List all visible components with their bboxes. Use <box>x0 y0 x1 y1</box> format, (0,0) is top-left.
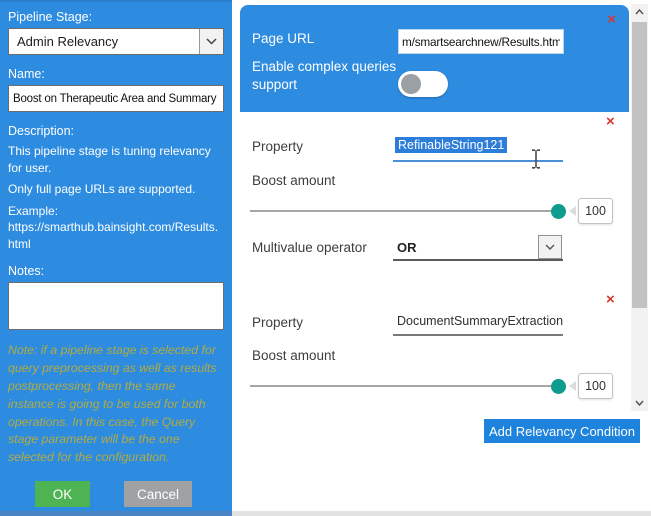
multivalue-operator-label: Multivalue operator <box>252 240 367 255</box>
window-edge-left <box>0 511 232 516</box>
notes-label: Notes: <box>8 264 45 279</box>
chevron-down-icon[interactable] <box>538 235 562 259</box>
relevancy-panel <box>232 0 651 511</box>
multivalue-operator-select[interactable]: OR <box>397 240 417 255</box>
description-label: Description: <box>8 124 74 138</box>
description-line: Example: https://smarthub.bainsight.com/Results.html <box>8 203 219 251</box>
description-line: This pipeline stage is tuning relevancy for user. <box>8 144 211 175</box>
note-text: Note: if a pipeline stage is selected for query preprocessing as well as results postprocessing, then the same instance is going to be used for both operations. In this case, the Query stage parameter will be the one selected for the configuration. <box>8 343 217 465</box>
sidebar <box>0 0 232 511</box>
boost-value-box[interactable]: 100 <box>578 373 613 399</box>
boost-slider-handle[interactable] <box>551 204 566 219</box>
property-label: Property <box>252 139 304 154</box>
scrollbar-thumb[interactable] <box>632 22 647 308</box>
notes-textarea[interactable] <box>8 282 224 330</box>
close-icon[interactable]: × <box>607 11 616 28</box>
property-input[interactable]: DocumentSummaryExtraction <box>397 314 564 328</box>
remove-condition-icon[interactable]: × <box>606 291 615 308</box>
boost-amount-label: Boost amount <box>252 173 336 188</box>
toggle-knob-icon <box>401 74 421 94</box>
remove-condition-icon[interactable]: × <box>606 113 615 130</box>
name-label: Name: <box>8 67 45 81</box>
cancel-button[interactable]: Cancel <box>124 481 192 507</box>
property-underline <box>393 334 563 336</box>
page-settings-card <box>240 5 629 112</box>
scroll-up-icon[interactable] <box>631 4 648 20</box>
pipeline-stage-label: Pipeline Stage: <box>8 10 93 24</box>
property-input[interactable]: RefinableString121 <box>395 137 507 153</box>
text-cursor-icon <box>530 149 542 169</box>
add-relevancy-condition-button[interactable]: Add Relevancy Condition <box>484 419 640 443</box>
boost-amount-label: Boost amount <box>252 348 336 363</box>
chevron-down-icon[interactable] <box>199 29 223 54</box>
property-label: Property <box>252 315 304 330</box>
boost-value-box[interactable]: 100 <box>578 198 613 224</box>
scroll-down-icon[interactable] <box>631 395 648 411</box>
multivalue-underline <box>393 259 563 261</box>
value-box-arrow-icon <box>569 206 576 216</box>
scrollbar[interactable] <box>631 4 648 411</box>
pipeline-stage-select[interactable] <box>8 28 224 55</box>
complex-queries-toggle[interactable] <box>398 71 448 97</box>
name-input[interactable] <box>8 85 224 112</box>
page-url-input[interactable] <box>398 29 564 54</box>
enable-complex-queries-label: Enable complex queries support <box>252 59 397 93</box>
ok-button[interactable]: OK <box>35 481 90 507</box>
boost-slider-handle[interactable] <box>551 379 566 394</box>
value-box-arrow-icon <box>569 381 576 391</box>
boost-slider-track[interactable] <box>250 385 562 387</box>
page-url-label: Page URL <box>252 31 315 46</box>
pipeline-stage-value: Admin Relevancy <box>17 34 119 49</box>
description-line: Only full page URLs are supported. <box>8 182 196 197</box>
boost-slider-track[interactable] <box>250 210 562 212</box>
window-edge-right <box>232 511 651 516</box>
